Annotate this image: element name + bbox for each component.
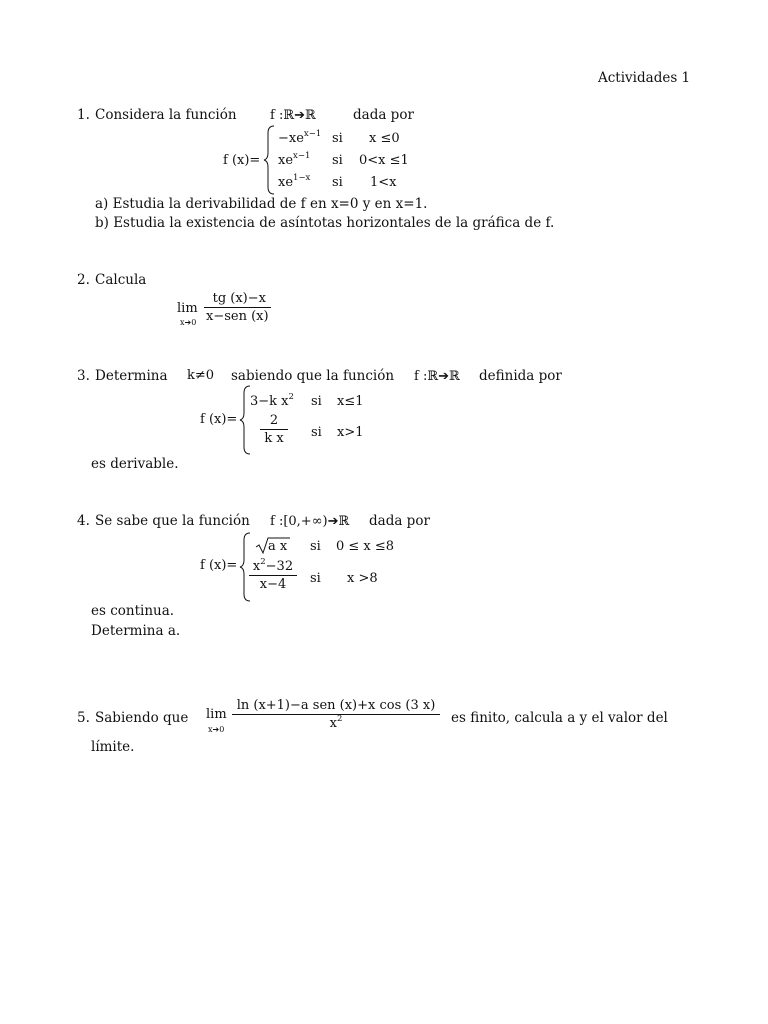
q1-case-2-expr: $xe^{x-1}$ [278, 151, 311, 168]
q1-lhs: f (x)= [223, 153, 261, 168]
q4-case-2-bar [249, 575, 297, 576]
q4-case-2-denominator: x−4 [259, 577, 287, 592]
q4-outro-1: es continua. [91, 603, 175, 619]
q5-denominator: $x^2$ [329, 714, 343, 731]
q3-k: k≠0 [187, 368, 215, 383]
q5-intro: Sabiendo que [95, 710, 189, 726]
q1-part-a: a) Estudia la derivabilidad de f en x=0 y en x=1. [95, 196, 428, 212]
q2-lim-sub: x➔0 [180, 318, 197, 327]
q5-fraction [232, 698, 440, 731]
q3-case-2-bar [260, 429, 288, 430]
q5-outro: límite. [91, 739, 135, 755]
q1-case-2-cond: 0<x ≤1 [359, 153, 409, 168]
q3-case-1-si: si [311, 394, 322, 409]
q2-fraction-bar [204, 307, 271, 308]
q1-brace [266, 125, 276, 195]
q2-number: 2. [77, 272, 90, 288]
q2-intro: Calcula [95, 272, 147, 288]
q5-lim: lim [206, 707, 227, 722]
q4-intro: Se sabe que la función [95, 513, 250, 529]
q3-case-1-expr: 3−k $x^2$ [250, 392, 294, 409]
q1-case-3-expr: $xe^{1-x}$ [278, 173, 311, 190]
q5-numerator: ln (x+1)−a sen (x)+x cos (3 x) [236, 698, 436, 713]
q4-lhs: f (x)= [200, 558, 238, 573]
q2-lim: lim [177, 301, 198, 316]
q3-case-2-denominator: k x [264, 431, 284, 446]
q4-case-2-numerator: $x^2-32$ [252, 557, 294, 574]
q3-case-2-numerator: 2 [269, 413, 279, 428]
q5-lim-sub: x➔0 [208, 725, 225, 734]
q5-after: es finito, calcula a y el valor del [451, 710, 668, 726]
q3-case-2-si: si [311, 425, 322, 440]
q4-case-2-si: si [310, 571, 321, 586]
q2-numerator: tg (x)−x [212, 291, 266, 306]
q2-denominator: x−sen (x) [206, 309, 269, 324]
q3-map: f :ℝ➔ℝ [414, 369, 460, 384]
q4-map: f :[0,+∞)➔ℝ [270, 514, 350, 529]
q1-map: f :ℝ➔ℝ [270, 108, 316, 123]
q1-case-1-cond: x ≤0 [369, 131, 400, 146]
q1-number: 1. [77, 107, 90, 123]
q2-fraction [204, 291, 271, 324]
q1-case-1-expr: $-xe^{x-1}$ [278, 129, 322, 146]
q3-lhs: f (x)= [200, 412, 238, 427]
q1-intro: Considera la función [95, 107, 237, 123]
page-title: Actividades 1 [598, 70, 691, 86]
q3-number: 3. [77, 368, 90, 384]
q3-case-1-cond: x≤1 [337, 394, 364, 409]
q1-case-3-cond: 1<x [370, 175, 397, 190]
q5-number: 5. [77, 710, 90, 726]
q1-case-3-si: si [332, 175, 343, 190]
q4-case-2-fraction [249, 559, 297, 592]
q1-part-b: b) Estudia la existencia de asíntotas horizontales de la gráfica de f. [95, 215, 555, 231]
q1-dada-por: dada por [353, 107, 414, 123]
q3-case-2-cond: x>1 [337, 425, 364, 440]
q3-outro: es derivable. [91, 456, 179, 472]
q4-number: 4. [77, 513, 90, 529]
q3-definida-por: definida por [479, 368, 562, 384]
q4-case-1-radicand: a x [268, 539, 288, 554]
q3-mid: sabiendo que la función [231, 368, 395, 384]
q4-case-1-si: si [310, 539, 321, 554]
q1-case-2-si: si [332, 153, 343, 168]
q3-case-2-fraction [260, 413, 288, 446]
q1-case-1-si: si [332, 131, 343, 146]
q4-case-2-cond: x >8 [347, 571, 378, 586]
q4-dada-por: dada por [369, 513, 430, 529]
q4-case-1-cond: 0 ≤ x ≤8 [336, 539, 395, 554]
q4-outro-2: Determina a. [91, 623, 181, 639]
q3-intro: Determina [95, 368, 168, 384]
